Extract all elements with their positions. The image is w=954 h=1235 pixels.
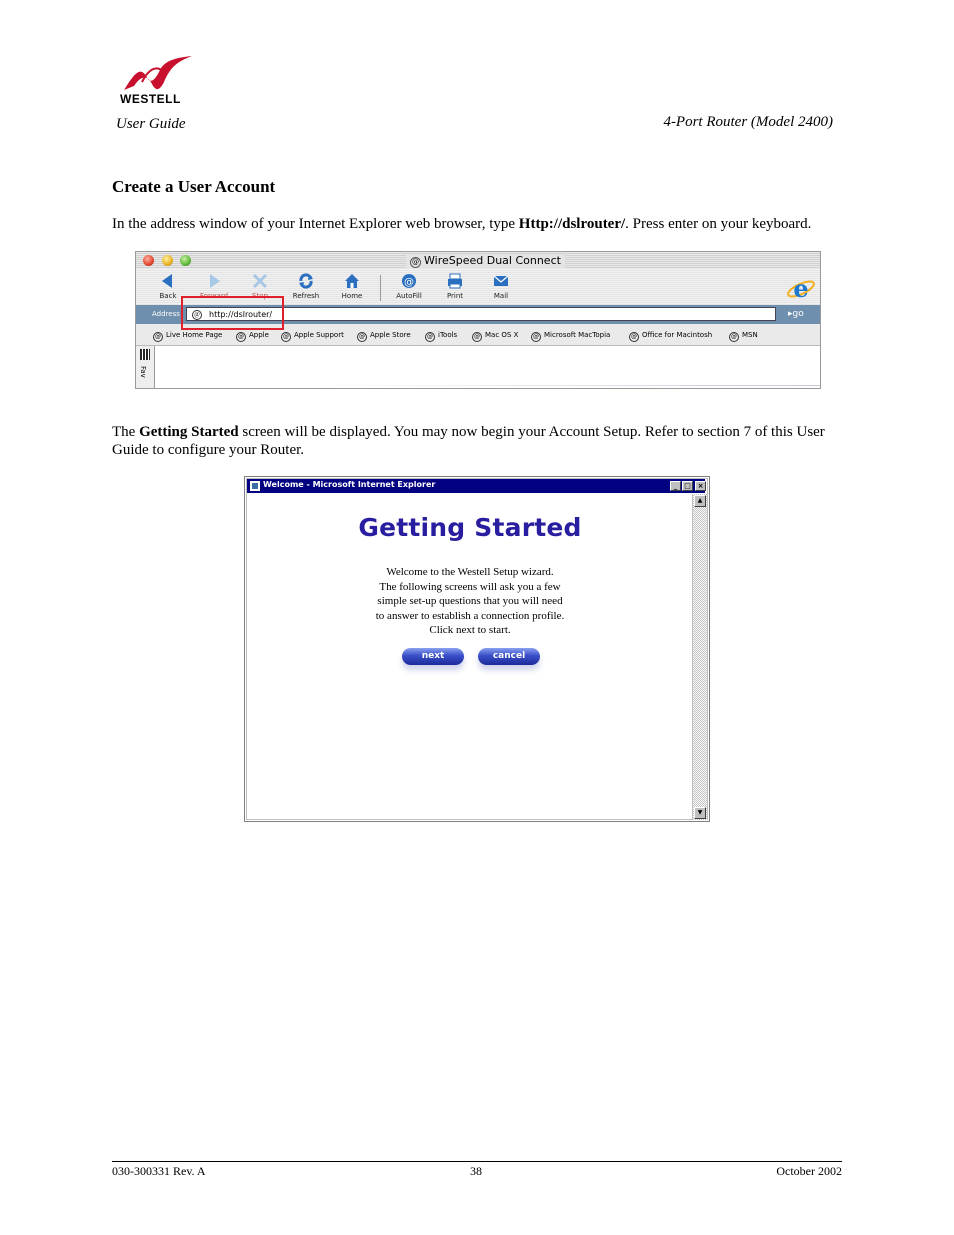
footer-date: October 2002 (776, 1164, 842, 1178)
footer-rule (112, 1161, 842, 1162)
welcome-line: The following screens will ask you a few (379, 580, 561, 593)
close-icon: × (697, 482, 704, 490)
mail-envelope-icon (492, 272, 510, 290)
maximize-icon: □ (684, 482, 691, 490)
header-right: 4-Port Router (Model 2400) (663, 114, 833, 130)
home-button[interactable]: Home (330, 272, 374, 300)
stop-x-icon (251, 272, 269, 290)
window-title-bar (247, 479, 705, 493)
address-highlight-box (181, 296, 284, 330)
favorite-link[interactable]: @ MSN (731, 331, 758, 340)
header-left: User Guide (116, 116, 186, 132)
back-button[interactable]: Back (146, 272, 190, 300)
mac-title-bar (136, 252, 820, 269)
favorite-icon: @ (533, 333, 539, 340)
instruction-paragraph: In the address window of your Internet Explorer web browser, type Http://dslrouter/. Press enter on your keyboard. (112, 216, 812, 232)
scroll-down-arrow-icon[interactable]: ▼ (694, 807, 706, 819)
minimize-window-icon[interactable] (162, 255, 173, 266)
mac-window-title: @ WireSpeed Dual Connect (406, 254, 565, 268)
favorite-icon: @ (474, 333, 480, 340)
favorite-link[interactable]: @ Apple Store (359, 331, 411, 340)
getting-started-emphasis: Getting Started (139, 424, 239, 440)
toolbar-separator (380, 275, 381, 301)
stop-button[interactable]: Stop (238, 272, 282, 300)
url-page-icon: @ (192, 310, 202, 320)
close-window-icon[interactable] (143, 255, 154, 266)
printer-icon (446, 272, 464, 290)
welcome-line: Welcome to the Westell Setup wizard. (386, 566, 554, 578)
go-arrow-icon: ▸ (788, 309, 793, 319)
close-button[interactable] (695, 481, 706, 491)
zoom-window-icon[interactable] (180, 255, 191, 266)
favorite-link[interactable]: @ iTools (427, 331, 458, 340)
content-divider (312, 385, 820, 386)
address-label: Address (152, 310, 180, 318)
favorite-link[interactable]: @ Apple (238, 331, 269, 340)
favorite-icon: @ (238, 333, 244, 340)
getting-started-heading: Getting Started (358, 513, 582, 542)
favorite-link[interactable]: @ Office for Macintosh (631, 331, 713, 340)
favorite-icon: @ (155, 333, 161, 340)
welcome-line: to answer to establish a connection profile. (375, 609, 565, 622)
scroll-up-arrow-icon[interactable]: ▲ (694, 495, 706, 507)
favorite-link[interactable]: @ Mac OS X (474, 331, 519, 340)
welcome-message (245, 565, 695, 638)
favorite-icon: @ (731, 333, 737, 340)
window-title: Welcome - Microsoft Internet Explorer (263, 480, 436, 489)
maximize-button[interactable] (682, 481, 693, 491)
favorite-link[interactable]: @ Apple Support (283, 331, 344, 340)
footer-page-number: 38 (470, 1164, 482, 1178)
internet-explorer-logo-icon (786, 273, 816, 303)
autofill-icon (400, 272, 418, 290)
mail-button[interactable]: Mail (479, 272, 523, 300)
favorite-link[interactable]: @ Microsoft MacTopia (533, 331, 611, 340)
favorite-icon: @ (359, 333, 365, 340)
url-emphasis: Http://dslrouter/ (518, 216, 626, 232)
svg-text:e: e (793, 274, 809, 303)
westell-logo (112, 52, 208, 108)
svg-text:@: @ (404, 277, 414, 288)
footer-doc-number: 030-300331 Rev. A (112, 1164, 206, 1178)
favorite-icon: @ (631, 333, 637, 340)
welcome-line: Click next to start. (429, 624, 511, 636)
next-button[interactable]: next (402, 648, 464, 665)
forward-button[interactable]: Forward (192, 272, 236, 300)
getting-started-paragraph: The Getting Started screen will be displayed. You may now begin your Account Setup. Refer to section 7 of this User Guide to configure your Router. (112, 424, 825, 458)
favorites-sidebar (136, 346, 155, 388)
refresh-button[interactable]: Refresh (284, 272, 328, 300)
windows-browser-screenshot (244, 476, 710, 822)
page-icon: @ (412, 258, 419, 266)
vertical-scrollbar[interactable] (692, 494, 707, 820)
favorite-link[interactable]: @ Live Home Page (155, 331, 223, 340)
address-input[interactable]: http://dslrouter/ (186, 307, 776, 321)
favorite-icon: @ (427, 333, 433, 340)
refresh-icon (297, 272, 315, 290)
autofill-button[interactable]: @ AutoFill (387, 272, 431, 300)
forward-arrow-icon (205, 272, 223, 290)
back-arrow-icon (159, 272, 177, 290)
section-title: Create a User Account (112, 177, 276, 196)
sidebar-tab-label[interactable]: Fav (139, 366, 147, 378)
minimize-icon: _ (673, 482, 678, 490)
minimize-button[interactable] (670, 481, 681, 491)
favorite-icon: @ (283, 333, 289, 340)
ie-page-icon (250, 481, 260, 491)
print-button[interactable]: Print (433, 272, 477, 300)
go-button[interactable]: ▸go (788, 309, 804, 319)
home-icon (343, 272, 361, 290)
sidebar-tab-icon[interactable] (140, 349, 150, 360)
welcome-line: simple set-up questions that you will need (377, 595, 563, 607)
cancel-button[interactable]: cancel (478, 648, 540, 665)
logo-wordmark: WESTELL (120, 92, 181, 106)
